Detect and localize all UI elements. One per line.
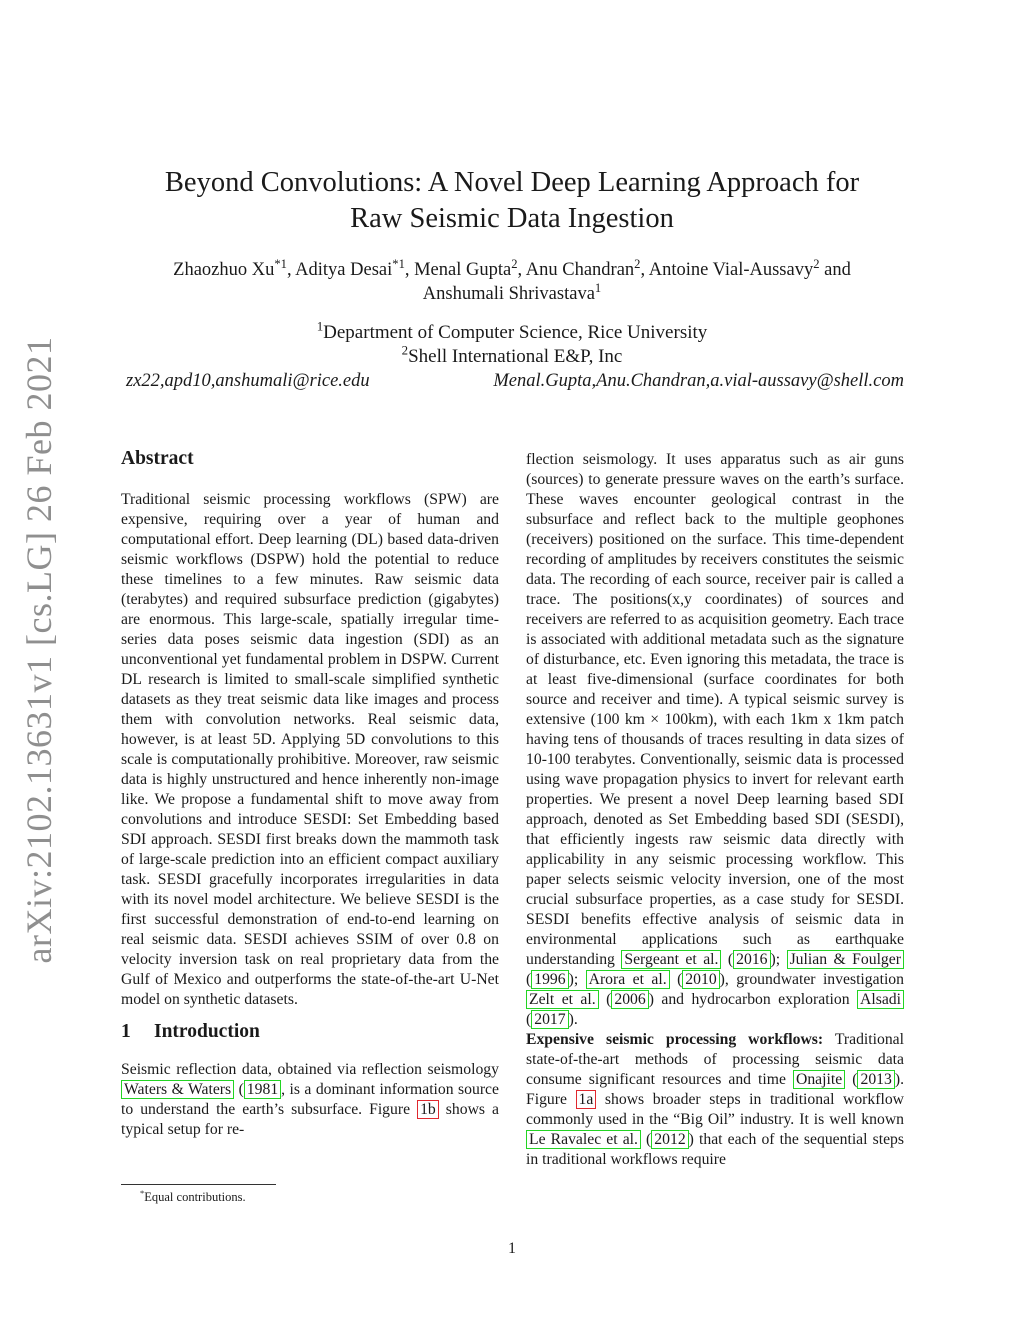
citation-link[interactable]: Zelt et al.	[526, 990, 599, 1009]
figure-ref-link[interactable]: 1a	[576, 1090, 597, 1109]
citation-year-link[interactable]: 1981	[244, 1080, 281, 1099]
figure-ref-link[interactable]: 1b	[417, 1100, 439, 1119]
body-text: ), groundwater investigation	[719, 971, 904, 988]
body-text: Traditional state-of-the-art methods of processing seismic data consume significant resources and time	[526, 1031, 904, 1088]
author-name: Antoine Vial-Aussavy	[648, 260, 814, 280]
author-separator: ,	[517, 260, 526, 280]
author-affil-mark: *1	[392, 256, 405, 271]
citation-link[interactable]: Onajite	[793, 1070, 845, 1089]
citation-link[interactable]: Waters & Waters	[121, 1080, 234, 1099]
run-in-heading: Expensive seismic processing workflows:	[526, 1031, 824, 1048]
author-affil-mark: 2	[511, 256, 518, 271]
citation-year-link[interactable]: 2010	[682, 970, 719, 989]
intro-text: shows a typical setup for re-	[121, 1101, 499, 1138]
citation-year-link[interactable]: 2012	[651, 1130, 688, 1149]
arxiv-stamp	[14, 336, 64, 964]
author-affil-mark: *1	[274, 256, 287, 271]
author-name: Aditya Desai	[295, 260, 393, 280]
citation-year-link[interactable]: 1996	[531, 970, 568, 989]
affiliation-text: Shell International E&P, Inc	[408, 346, 623, 367]
author-separator: and	[819, 260, 851, 280]
body-text: ) that each of the sequential steps in traditional workflows require	[526, 1131, 904, 1168]
author-affil-mark: 1	[594, 280, 602, 295]
affiliation-text: Department of Computer Science, Rice University	[323, 322, 708, 343]
affiliation-1	[120, 318, 904, 345]
author-affil-mark: 2	[634, 256, 641, 271]
intro-text: Seismic reflection data, obtained via reflection seismology	[121, 1061, 499, 1078]
intro-text: , is a dominant information source to understand the earth’s subsurface. Figure	[121, 1081, 499, 1118]
body-text: );	[568, 971, 586, 988]
citation-year-link[interactable]: 2013	[857, 1070, 894, 1089]
footnote-divider	[121, 1184, 276, 1185]
page-number: 1	[508, 1240, 516, 1257]
body-text: );	[770, 951, 787, 968]
arxiv-identifier: arXiv:2102.13631v1 [cs.LG] 26 Feb 2021	[19, 336, 59, 964]
affiliation-2	[120, 342, 904, 369]
author-name: Anu Chandran	[525, 260, 635, 280]
footnote-text: Equal contributions.	[144, 1190, 246, 1204]
body-paragraph: flection seismology. It uses apparatus such as air guns (sources) to generate pressure waves on the earth’s surface. These waves encounter geological contrast in the subsurface and reflect back to the multiple geophones (receivers) positioned on the surface. This time-dependent recording of amplitudes by receivers constitutes the seismic data. The recording of each source, receiver pair is called a trace. The positions(x,y coordinates) of sources and receivers are referred to as acquisition geometry. Each trace is associated with additional metadata such as the signature of disturbance, etc. Even ignoring this metadata, the trace is at least five-dimensional (surface coordinates for both source and receiver and time). A typical seismic survey is extensive (100 km × 100km), with each 1km x 1km patch having tens of thousands of traces resulting in data sizes of 10-100 terabytes. Conventionally, seismic data is processed using wave propagation physics to invert for relevant earth properties. We present a novel Deep learning based SDI approach, denoted as Set Embedding based SDI (SESDI), that efficiently ingests raw seismic data directly with applicability in any seismic processing workflow. This paper selects seismic velocity inversion, one of the most crucial subsurface properties, as a case study for SESDI. SESDI benefits effective analysis of seismic data in environmental applications such as earthquake understanding Sergeant et al. ( 2016 ); Julian & Foulger ( 1996 ); Arora et al. ( 2010 ), groundwater investigation Zelt et al. ( 2006 ) and hydrocarbon exploration Alsadi ( 2017 ).	[526, 451, 904, 1028]
footnote	[140, 1189, 246, 1205]
body-text: ).	[568, 1011, 578, 1028]
citation-link[interactable]: Sergeant et al.	[621, 950, 721, 969]
citation-link[interactable]: Alsadi	[857, 990, 904, 1009]
body-text: ). Figure	[526, 1071, 904, 1108]
author-separator: ,	[286, 260, 296, 280]
abstract-body: Traditional seismic processing workflows (SPW) are expensive, requiring over a year of human and computational effort. Deep learning (DL) based data-driven seismic workflows (DSPW) hold the potential to reduce these timelines to a few minutes. Raw seismic data (terabytes) and required subsurface prediction (gigabytes) are enormous. This large-scale, spatially irregular time-series data poses seismic data ingestion (SDI) as an unconventional yet fundamental problem in DSPW. Current DL research is limited to small-scale simplified synthetic datasets as they treat seismic data like images and process them with convolution networks. Real seismic data, however, is at least 5D. Applying 5D convolutions to this scale is computationally prohibitive. Moreover, raw seismic data is highly unstructured and hence inherently non-image like. We propose a fundamental shift to move away from convolutions and introduce SESDI: Set Embedding based SDI approach. SESDI first breaks down the mammoth task of large-scale prediction into an efficient compact auxiliary task. SESDI gracefully incorporates irregularities in data with its novel model architecture. We believe SESDI is the first successful demonstration of end-to-end learning on real seismic data. SESDI achieves SSIM of over 0.8 on velocity inversion task on real proprietary data from the Gulf of Mexico and outperforms the state-of-the-art U-Net model on synthetic datasets.	[121, 491, 499, 1008]
author-list	[110, 258, 914, 306]
paper-title	[120, 165, 904, 237]
citation-year-link[interactable]: 2017	[531, 1010, 568, 1029]
email-shell[interactable]: Menal.Gupta,Anu.Chandran,a.vial-aussavy@shell.com	[493, 371, 904, 391]
section-title: Introduction	[154, 1021, 260, 1042]
body-text: flection seismology. It uses apparatus such as air guns (sources) to generate pressure waves on the earth’s surface. These waves encounter geological contrast in the subsurface and reflect back to the multiple geophones (receivers) positioned on the surface. This time-dependent recording of amplitudes by receivers constitutes the seismic data. The recording of each source, receiver pair is called a trace. The positions(x,y coordinates) of sources and receivers are referred to as acquisition geometry. Each trace is associated with additional metadata such as the signature of disturbance, etc. Even ignoring this metadata, the trace is at least five-dimensional (surface coordinates for both source and receiver and time). A typical seismic survey is extensive (100 km × 100km), with each 1km x 1km patch having tens of thousands of traces resulting in data sizes of 10-100 terabytes. Conventionally, seismic data is processed using wave propagation physics to invert for relevant earth properties. We present a novel Deep learning based SDI approach, denoted as Set Embedding based SDI (SESDI), that efficiently ingests raw seismic data directly with applicability in any seismic processing workflow. This paper selects seismic velocity inversion, one of the most crucial subsurface properties, as a case study for SESDI. SESDI benefits effective analysis of seismic data in environmental applications such as earthquake understanding	[526, 451, 904, 968]
affiliations	[120, 318, 904, 369]
email-line	[120, 369, 904, 393]
author-separator: ,	[404, 260, 415, 280]
footnote-mark: *	[140, 1187, 145, 1198]
title-line-2: Raw Seismic Data Ingestion	[350, 203, 674, 234]
email-rice[interactable]: zx22,apd10,anshumali@rice.edu	[126, 371, 370, 391]
abstract-heading: Abstract	[121, 448, 194, 469]
affiliation-number: 2	[401, 342, 409, 358]
body-paragraph: Expensive seismic processing workflows: Traditional state-of-the-art methods of processing seismic data consume significant resources and time Onajite ( 2013 ). Figure 1a shows broader steps in traditional workflow commonly used in the “Big Oil” industry. It is well known Le Ravalec et al. ( 2012 ) that each of the sequential steps in traditional workflows require	[526, 1031, 904, 1168]
affiliation-number: 1	[316, 318, 324, 334]
author-name: Zhaozhuo Xu	[173, 260, 275, 280]
author-name: Menal Gupta	[414, 260, 512, 280]
title-line-1: Beyond Convolutions: A Novel Deep Learning Approach for	[164, 167, 860, 198]
right-column	[526, 450, 904, 1170]
citation-link[interactable]: Arora et al.	[586, 970, 670, 989]
section-heading-introduction	[121, 1020, 499, 1044]
author-separator: ,	[640, 260, 649, 280]
left-column	[121, 447, 499, 1140]
citation-link[interactable]: Julian & Foulger	[787, 950, 904, 969]
intro-paragraph: Seismic reflection data, obtained via reflection seismology Waters & Waters ( 1981 , is a dominant information source to understand the earth’s subsurface. Figure 1b shows a typical setup for re-	[121, 1061, 499, 1138]
body-text: ) and hydrocarbon exploration	[648, 991, 858, 1008]
citation-year-link[interactable]: 2016	[733, 950, 770, 969]
author-affil-mark: 2	[813, 256, 820, 271]
citation-year-link[interactable]: 2006	[611, 990, 648, 1009]
citation-link[interactable]: Le Ravalec et al.	[526, 1130, 641, 1149]
author-name: Anshumali Shrivastava	[422, 284, 595, 304]
body-text: shows broader steps in traditional workflow commonly used in the “Big Oil” industry. It is well known	[526, 1091, 904, 1128]
section-number: 1	[121, 1021, 131, 1042]
